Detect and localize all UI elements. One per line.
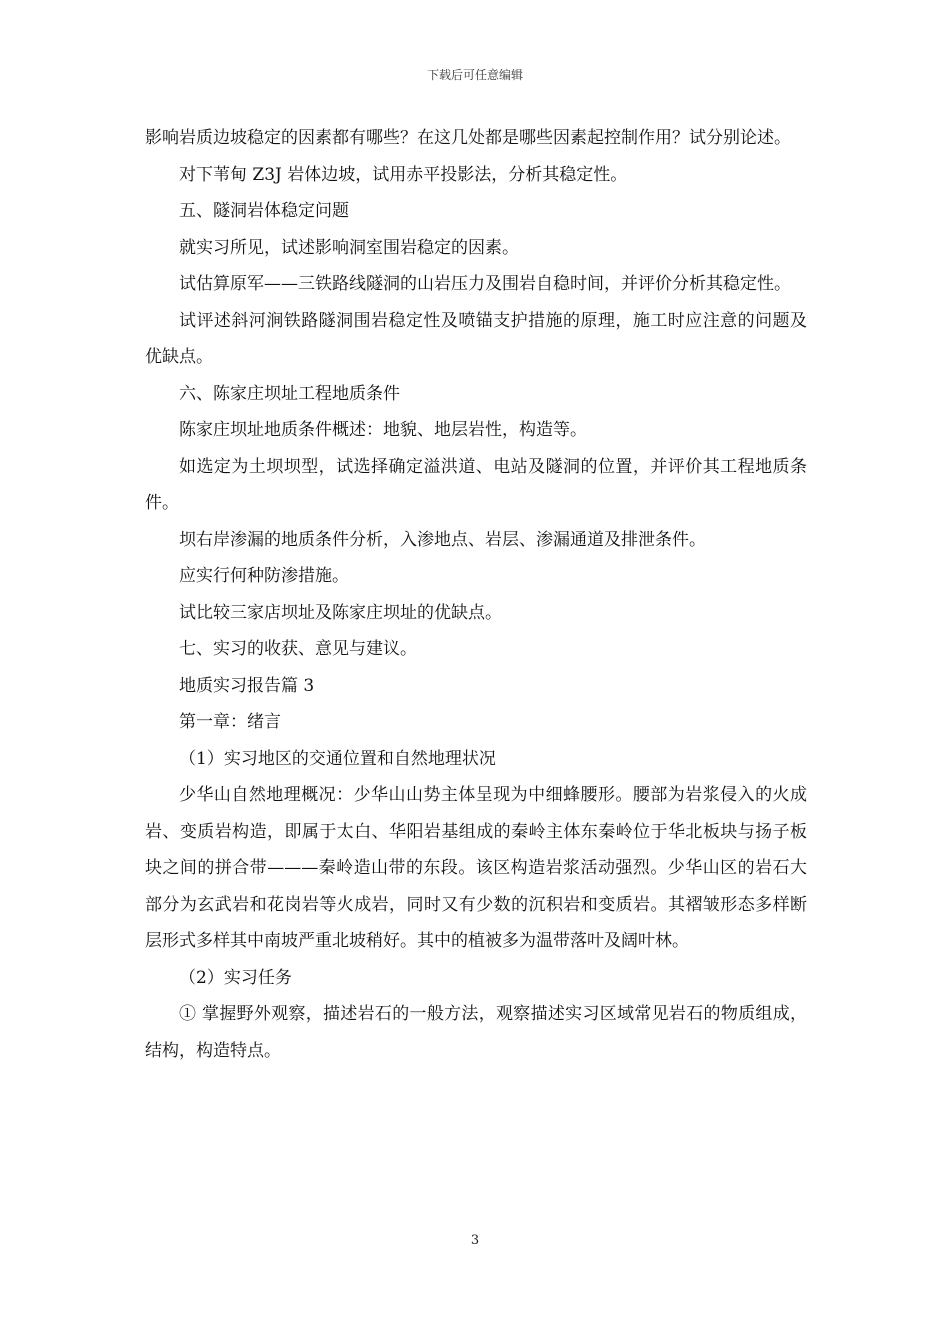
section-heading: 七、实习的收获、意见与建议。 — [179, 639, 417, 659]
section-heading: 五、隧洞岩体稳定问题 — [179, 201, 349, 221]
chapter-heading: 第一章：绪言 — [179, 712, 281, 732]
paragraph: 对下苇甸 Z3J 岩体边坡，试用赤平投影法，分析其稳定性。 — [179, 164, 628, 185]
page-header: 下载后可任意编辑 — [426, 68, 523, 82]
report-title: 地质实习报告篇 3 — [179, 675, 315, 696]
paragraph: 就实习所见，试述影响洞室围岩稳定的因素。 — [179, 237, 519, 258]
subsection-heading: （2）实习任务 — [179, 967, 292, 988]
section-heading: 六、陈家庄坝址工程地质条件 — [179, 383, 400, 404]
document-body — [145, 120, 807, 1069]
paragraph: 陈家庄坝址地质条件概述：地貌、地层岩性，构造等。 — [179, 420, 587, 440]
paragraph: 试评述斜河涧铁路隧洞围岩稳定性及喷锚支护措施的原理，施工时应注意的问题及优缺点。 — [145, 310, 807, 367]
paragraph: 试估算原军——三铁路线隧洞的山岩压力及围岩自稳时间，并评价分析其稳定性。 — [179, 274, 791, 294]
page-number: 3 — [470, 1233, 480, 1248]
paragraph: 试比较三家店坝址及陈家庄坝址的优缺点。 — [179, 602, 502, 623]
paragraph: 坝右岸渗漏的地质条件分析，入渗地点、岩层、渗漏通道及排泄条件。 — [179, 529, 706, 550]
paragraph: 少华山自然地理概况：少华山山势主体呈现为中细蜂腰形。腰部为岩浆侵入的火成岩、变质岩构造，即属于太白、华阳岩基组成的秦岭主体东秦岭位于华北板块与扬子板块之间的拼合带———秦岭造山带的东段。该区构造岩浆活动强烈。少华山区的岩石大部分为玄武岩和花岗岩等火成岩，同时又有少数的沉积岩和变质岩。其褶皱形态多样断层形式多样其中南坡严重北坡稍好。其中的植被多为温带落叶及阔叶林。 — [145, 785, 807, 951]
paragraph: ① 掌握野外观察，描述岩石的一般方法，观察描述实习区域常见岩石的物质组成，结构，构造特点。 — [145, 1004, 807, 1061]
paragraph: 影响岩质边坡稳定的因素都有哪些？在这几处都是哪些因素起控制作用？试分别论述。 — [145, 128, 791, 148]
paragraph: 应实行何种防渗措施。 — [179, 566, 349, 586]
subsection-heading: （1）实习地区的交通位置和自然地理状况 — [179, 748, 496, 769]
paragraph: 如选定为土坝坝型，试选择确定溢洪道、电站及隧洞的位置，并评价其工程地质条件。 — [145, 456, 807, 513]
